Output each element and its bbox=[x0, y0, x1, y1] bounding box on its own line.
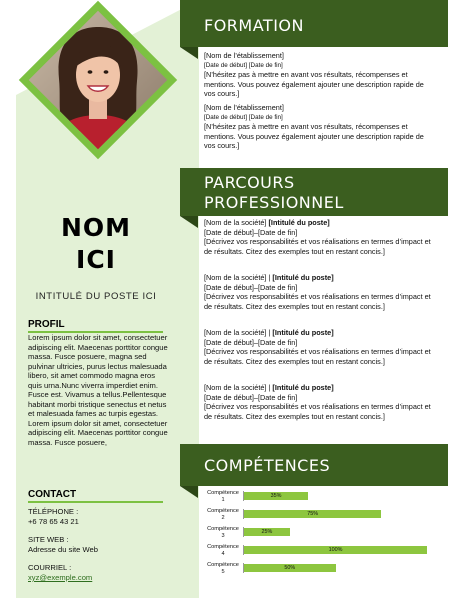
person-name-line2: ICI bbox=[76, 245, 116, 274]
company-name: [Nom de la société] bbox=[204, 218, 267, 227]
formation-heading: FORMATION bbox=[204, 16, 304, 35]
skill-label: Compétence 4 bbox=[207, 544, 239, 557]
website-label: SITE WEB : bbox=[28, 535, 69, 544]
experience-entry-1 bbox=[204, 218, 434, 256]
company-name: [Nom de la société] bbox=[204, 328, 267, 337]
experience-heading-line1: PARCOURS bbox=[204, 173, 295, 192]
position-title: [Intitulé du poste] bbox=[272, 328, 334, 337]
formation-banner-notch bbox=[180, 47, 198, 59]
email-link[interactable]: xyz@exemple.com bbox=[28, 573, 93, 582]
school-description: [N’hésitez pas à mettre en avant vos résultats, récompenses et mentions. Vous pouvez également ajouter une description rapide de vos cours.] bbox=[204, 122, 424, 151]
skill-bar bbox=[244, 492, 308, 500]
skill-label: Compétence 1 bbox=[207, 490, 239, 503]
experience-heading-line2: PROFESSIONNEL bbox=[204, 193, 344, 212]
position-title: [Intitulé du poste] bbox=[272, 273, 334, 282]
skills-banner bbox=[180, 444, 448, 486]
company-name: [Nom de la société] bbox=[204, 273, 267, 282]
skill-label: Compétence 5 bbox=[207, 562, 239, 575]
skill-value: 35% bbox=[270, 493, 282, 499]
experience-banner-notch bbox=[180, 216, 198, 228]
school-dates: [Date de début] [Date de fin] bbox=[204, 61, 283, 69]
person-name bbox=[16, 212, 176, 276]
skills-heading: COMPÉTENCES bbox=[204, 456, 331, 475]
contact-heading: CONTACT bbox=[28, 489, 77, 500]
skills-banner-notch bbox=[180, 486, 198, 498]
position-title: [Intitulé du poste] bbox=[268, 218, 330, 227]
skill-value: 50% bbox=[284, 565, 296, 571]
position-description: [Décrivez vos responsabilités et vos réalisations en termes d’impact et de résultats. Citez des exemples tout en restant concis.] bbox=[204, 347, 431, 366]
skill-row bbox=[204, 560, 444, 578]
position-description: [Décrivez vos responsabilités et vos réalisations en termes d’impact et de résultats. Citez des exemples tout en restant concis.] bbox=[204, 292, 431, 311]
position-dates: [Date de début]–[Date de fin] bbox=[204, 392, 298, 402]
school-name: [Nom de l’établissement] bbox=[204, 51, 284, 60]
phone-value: +6 78 65 43 21 bbox=[28, 517, 79, 526]
position-dates: [Date de début]–[Date de fin] bbox=[204, 227, 298, 237]
skill-row bbox=[204, 488, 444, 506]
skill-track bbox=[243, 563, 433, 573]
company-name: [Nom de la société] bbox=[204, 383, 267, 392]
website-value: Adresse du site Web bbox=[28, 545, 98, 554]
school-description: [N’hésitez pas à mettre en avant vos résultats, récompenses et mentions. Vous pouvez également ajouter une description rapide de vos cours.] bbox=[204, 70, 424, 99]
position-description: [Décrivez vos responsabilités et vos réalisations en termes d’impact et de résultats. Citez des exemples tout en restant concis.] bbox=[204, 237, 431, 256]
skill-value: 75% bbox=[307, 511, 319, 517]
skill-row bbox=[204, 506, 444, 524]
skill-track bbox=[243, 509, 433, 519]
skill-bar bbox=[244, 564, 336, 572]
skill-row bbox=[204, 542, 444, 560]
skill-track bbox=[243, 545, 433, 555]
skill-track bbox=[243, 491, 433, 501]
school-name: [Nom de l’établissement] bbox=[204, 103, 284, 112]
email-label: COURRIEL : bbox=[28, 563, 72, 572]
position-dates: [Date de début]–[Date de fin] bbox=[204, 282, 298, 292]
contact-phone bbox=[28, 507, 79, 527]
experience-entry-4 bbox=[204, 383, 434, 421]
separator: | bbox=[266, 273, 273, 282]
position-description: [Décrivez vos responsabilités et vos réalisations en termes d’impact et de résultats. Citez des exemples tout en restant concis.] bbox=[204, 402, 431, 421]
phone-label: TÉLÉPHONE : bbox=[28, 507, 79, 516]
skill-row bbox=[204, 524, 444, 542]
skills-chart bbox=[204, 488, 444, 578]
skill-bar bbox=[244, 510, 381, 518]
formation-entry-2 bbox=[204, 103, 434, 151]
position-title: [Intitulé du poste] bbox=[272, 383, 334, 392]
job-title: INTITULÉ DU POSTE ICI bbox=[35, 291, 157, 302]
skill-value: 100% bbox=[328, 547, 343, 553]
formation-entry-1 bbox=[204, 51, 434, 99]
position-dates: [Date de début]–[Date de fin] bbox=[204, 337, 298, 347]
skill-bar bbox=[244, 546, 427, 554]
skill-label: Compétence 3 bbox=[207, 526, 239, 539]
skill-label: Compétence 2 bbox=[207, 508, 239, 521]
formation-banner bbox=[180, 0, 448, 47]
experience-entry-3 bbox=[204, 328, 434, 366]
contact-website bbox=[28, 535, 98, 555]
separator: | bbox=[266, 383, 273, 392]
contact-email bbox=[28, 563, 92, 583]
profile-heading: PROFIL bbox=[28, 319, 65, 330]
person-name-line1: NOM bbox=[60, 213, 132, 242]
experience-banner bbox=[180, 168, 448, 216]
profile-text: Lorem ipsum dolor sit amet, consectetuer adipiscing elit. Maecenas porttitor congue massa. Fusce posuere, magna sed pulvinar ultricies, purus lectus malesuada libero, sit amet commodo magna eros quis urna.Nunc viverra imperdiet enim. Fusce est. Vivamus a tellus.Pellentesque habitant morbi tristique senectus et netus et malesuada fames ac turpis egestas. Lorem ipsum dolor sit amet, consectetuer adipiscing elit. Maecenas porttitor congue massa. Fusce posuere, bbox=[28, 333, 168, 447]
school-dates: [Date de début] [Date de fin] bbox=[204, 113, 283, 121]
skill-value: 25% bbox=[261, 529, 273, 535]
skill-track bbox=[243, 527, 433, 537]
skill-bar bbox=[244, 528, 290, 536]
contact-divider bbox=[28, 501, 163, 503]
experience-entry-2 bbox=[204, 273, 434, 311]
separator: | bbox=[266, 328, 273, 337]
